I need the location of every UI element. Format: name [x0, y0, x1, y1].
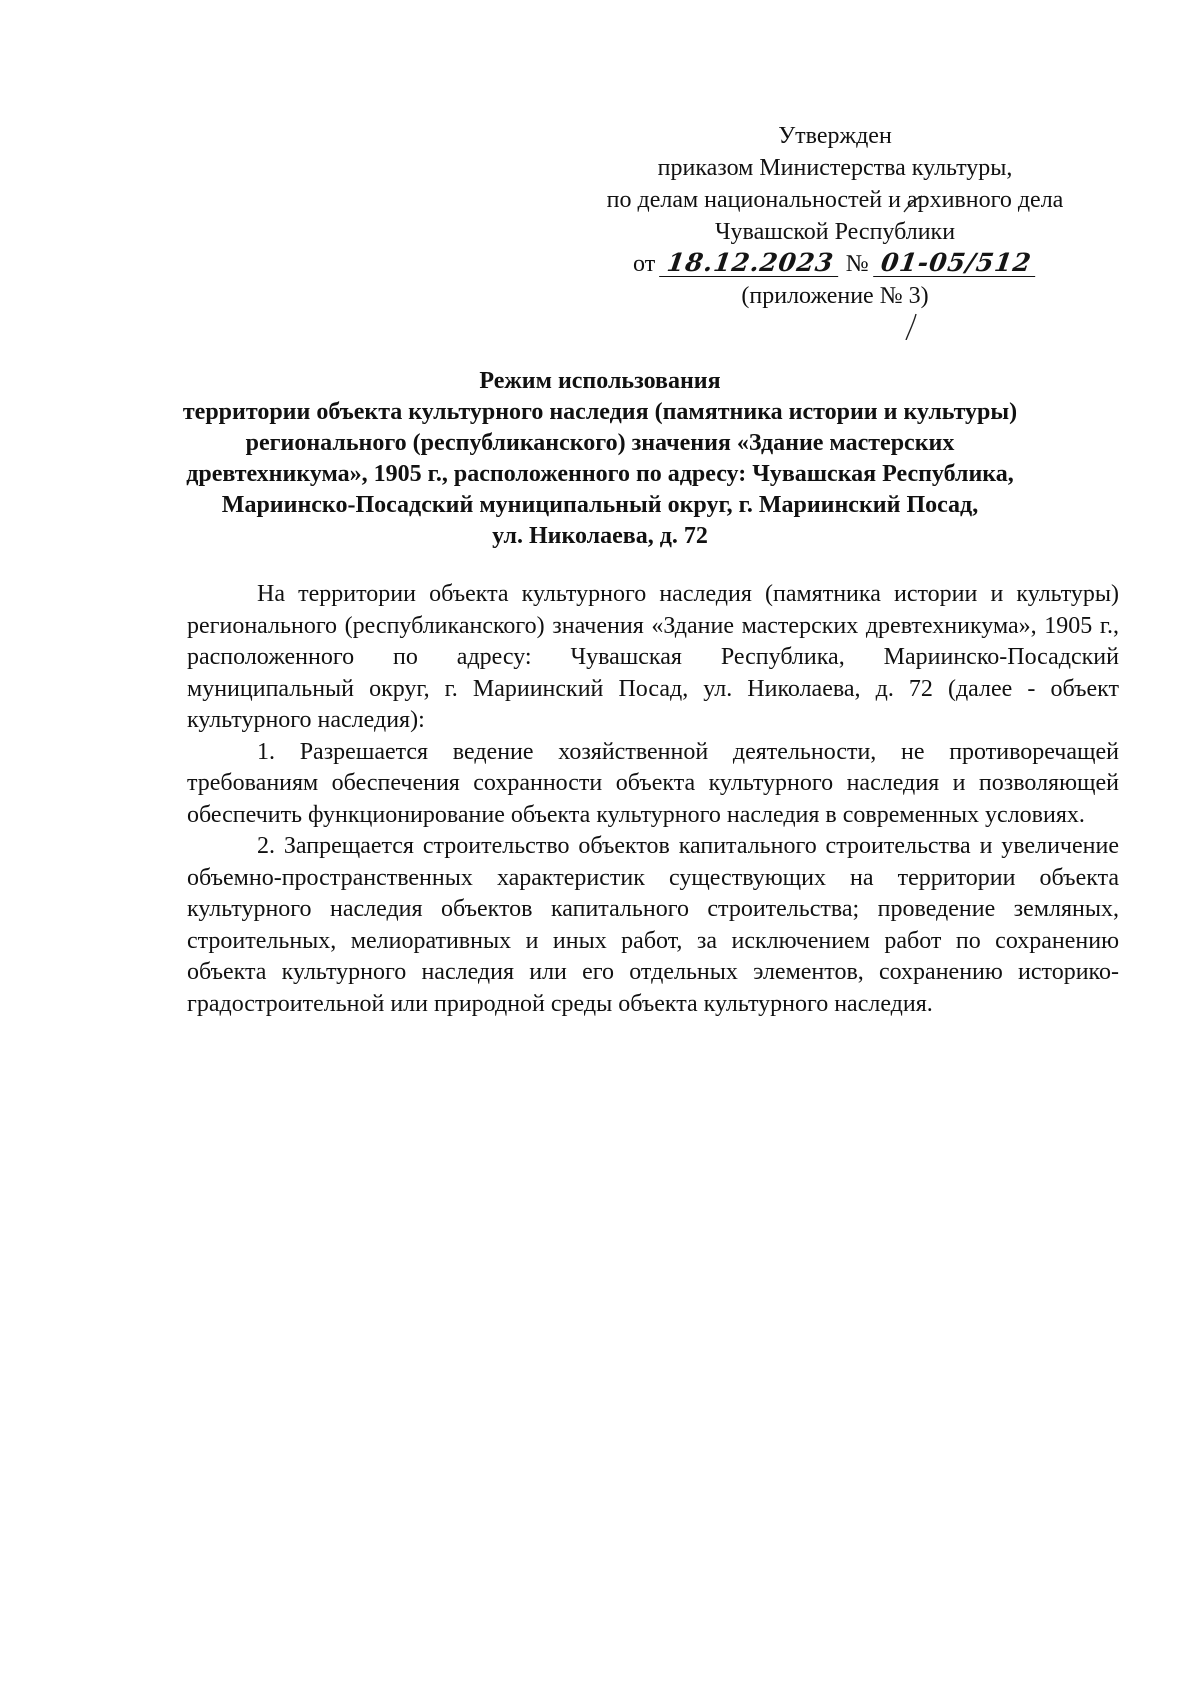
handwritten-number: 01-05/512 — [873, 250, 1039, 277]
date-prefix: от — [633, 251, 656, 277]
title-line-2: территории объекта культурного наследия (памятника истории и культуры) — [182, 399, 1018, 425]
item-1-paragraph: 1. Разрешается ведение хозяйственной деятельности, не противоречащей требованиям обеспечения сохранности объекта культурного наследия и позволяющей обеспечить функционирование объекта культурного наследия в современных условиях. — [187, 738, 1119, 828]
title-line-1: Режим использования — [479, 368, 721, 394]
document-body — [187, 579, 1119, 1020]
item-2-paragraph: 2. Запрещается строительство объектов капитального строительства и увеличение объемно-пространственных характеристик существующих на территории объекта культурного наследия объектов капитального строительства; проведение земляных, строительных, мелиоративных и иных работ, за исключением работ по сохранению объекта культурного наследия или его отдельных элементов, сохранению историко-градостроительной или природной среды объекта культурного наследия. — [187, 833, 1119, 1017]
number-sign: № — [845, 251, 869, 277]
title-line-5: Мариинско-Посадский муниципальный округ, г. Мариинский Посад, — [221, 492, 979, 518]
approval-approved: Утвержден — [778, 123, 892, 149]
approval-ministry-line: по делам национальностей и архивного дела — [606, 187, 1064, 213]
intro-paragraph: На территории объекта культурного наследия (памятника истории и культуры) регионального (республиканского) значения «Здание мастерских древтехникума», 1905 г., расположенного по адресу: Чувашская Республика, Мариинско-Посадский муниципальный округ, г. Мариинский Посад, ул. Николаева, д. 72 (далее - объект культурного наследия): — [187, 581, 1119, 733]
approval-date-number-line — [560, 248, 1110, 280]
handwritten-date: 18.12.2023 — [659, 250, 841, 277]
title-line-4: древтехникума», 1905 г., расположенного по адресу: Чувашская Республика, — [186, 461, 1014, 487]
approval-republic-line: Чувашской Республики — [714, 219, 956, 245]
title-line-6: ул. Николаева, д. 72 — [492, 523, 708, 549]
approval-stamp — [560, 120, 1110, 312]
approval-appendix: (приложение № 3) — [741, 283, 929, 309]
title-line-3: регионального (республиканского) значения «Здание мастерских — [245, 430, 955, 456]
document-title — [160, 366, 1040, 552]
approval-order-line: приказом Министерства культуры, — [657, 155, 1013, 181]
